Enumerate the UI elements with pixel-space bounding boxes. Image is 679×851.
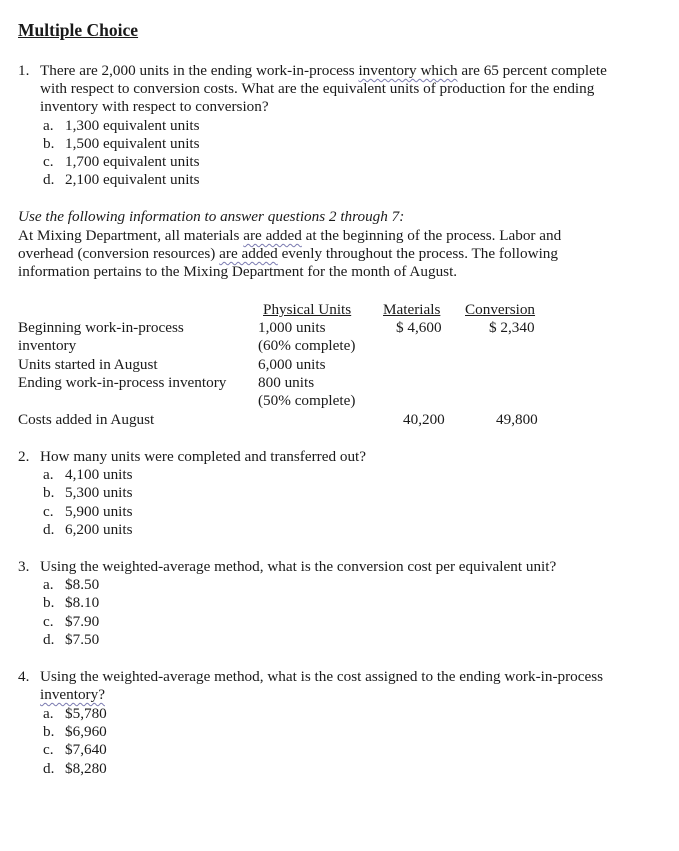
option-text: 2,100 equivalent units bbox=[65, 171, 200, 188]
table-row-4-conversion: 49,800 bbox=[496, 411, 538, 428]
question-3-number: 3. bbox=[18, 558, 30, 575]
question-2-option-d[interactable] bbox=[43, 521, 133, 539]
table-row-1-label-line-2: inventory bbox=[18, 337, 77, 354]
table-header-materials: Materials bbox=[383, 301, 441, 318]
option-letter: b. bbox=[43, 135, 55, 152]
question-4-option-c[interactable] bbox=[43, 741, 107, 759]
question-1-option-b[interactable] bbox=[43, 135, 200, 153]
option-letter: a. bbox=[43, 576, 54, 593]
table-row-2-label: Units started in August bbox=[18, 356, 158, 373]
table-row-2-physical-units: 6,000 units bbox=[258, 356, 326, 373]
question-4-line-2: inventory? bbox=[40, 686, 105, 703]
option-letter: b. bbox=[43, 484, 55, 501]
option-letter: c. bbox=[43, 613, 54, 630]
question-4-line-1: Using the weighted-average method, what is the cost assigned to the ending work-in-process bbox=[40, 668, 604, 685]
intro-italic-line: Use the following information to answer questions 2 through 7: bbox=[18, 208, 405, 225]
option-letter: d. bbox=[43, 171, 55, 188]
question-3-option-a[interactable] bbox=[43, 576, 99, 594]
intro-line-1-post: at the beginning of the process. Labor and bbox=[301, 227, 562, 244]
question-4 bbox=[18, 668, 603, 686]
option-text: 4,100 units bbox=[65, 466, 133, 483]
table-row-1-materials: $ 4,600 bbox=[396, 319, 442, 336]
option-text: $8,280 bbox=[65, 760, 107, 777]
question-4-option-d[interactable] bbox=[43, 760, 107, 778]
intro-line-2 bbox=[18, 245, 558, 263]
option-letter: b. bbox=[43, 723, 55, 740]
option-letter: a. bbox=[43, 705, 54, 722]
option-letter: b. bbox=[43, 594, 55, 611]
option-text: $7.50 bbox=[65, 631, 100, 648]
option-text: 5,300 units bbox=[65, 484, 133, 501]
question-2-option-a[interactable] bbox=[43, 466, 133, 484]
question-1-text-line1-post: are 65 percent complete bbox=[457, 62, 607, 79]
table-row-1-conversion: $ 2,340 bbox=[489, 319, 535, 336]
option-text: 1,700 equivalent units bbox=[65, 153, 200, 170]
table-row-4-materials: 40,200 bbox=[403, 411, 445, 428]
table-row-3-percent-complete: (50% complete) bbox=[258, 392, 356, 409]
question-1-line-3: inventory with respect to conversion? bbox=[40, 98, 269, 115]
table-row-3-label: Ending work-in-process inventory bbox=[18, 374, 227, 391]
option-text: 5,900 units bbox=[65, 503, 133, 520]
question-2 bbox=[18, 448, 366, 466]
option-letter: c. bbox=[43, 153, 54, 170]
table-row-3-physical-units: 800 units bbox=[258, 374, 315, 391]
question-3-text: Using the weighted-average method, what is the conversion cost per equivalent unit? bbox=[40, 558, 557, 575]
option-letter: d. bbox=[43, 760, 55, 777]
option-text: $8.10 bbox=[65, 594, 100, 611]
question-4-option-a[interactable] bbox=[43, 705, 107, 723]
question-1-line-2: with respect to conversion costs. What are the equivalent units of production for the ending bbox=[40, 80, 595, 97]
option-letter: c. bbox=[43, 503, 54, 520]
option-letter: c. bbox=[43, 741, 54, 758]
option-letter: d. bbox=[43, 631, 55, 648]
option-text: 1,500 equivalent units bbox=[65, 135, 200, 152]
question-3-option-d[interactable] bbox=[43, 631, 99, 649]
question-4-option-b[interactable] bbox=[43, 723, 107, 741]
question-2-option-c[interactable] bbox=[43, 503, 133, 521]
question-1-text-line1-pre: There are 2,000 units in the ending work-in-process bbox=[40, 62, 359, 79]
question-1 bbox=[18, 62, 607, 80]
intro-line-1-squiggle: are added bbox=[243, 227, 302, 244]
table-row-1-percent-complete: (60% complete) bbox=[258, 337, 356, 354]
option-text: 1,300 equivalent units bbox=[65, 117, 200, 134]
table-row-1-label-line-1: Beginning work-in-process bbox=[18, 319, 184, 336]
question-2-text: How many units were completed and transferred out? bbox=[40, 448, 366, 465]
question-4-number: 4. bbox=[18, 668, 30, 685]
option-text: $5,780 bbox=[65, 705, 107, 722]
table-header-conversion: Conversion bbox=[465, 301, 536, 318]
option-text: $7.90 bbox=[65, 613, 100, 630]
intro-line-3: information pertains to the Mixing Department for the month of August. bbox=[18, 263, 458, 280]
table-row-1-physical-units: 1,000 units bbox=[258, 319, 326, 336]
intro-line-1 bbox=[18, 227, 561, 245]
question-3-option-c[interactable] bbox=[43, 613, 99, 631]
option-text: $7,640 bbox=[65, 741, 107, 758]
table-row-4-label: Costs added in August bbox=[18, 411, 155, 428]
question-3 bbox=[18, 558, 556, 576]
intro-line-2-pre: overhead (conversion resources) bbox=[18, 245, 220, 262]
option-letter: d. bbox=[43, 521, 55, 538]
intro-line-2-squiggle: are added bbox=[219, 245, 278, 262]
question-2-number: 2. bbox=[18, 448, 30, 465]
option-letter: a. bbox=[43, 117, 54, 134]
intro-line-1-pre: At Mixing Department, all materials bbox=[18, 227, 244, 244]
question-1-option-d[interactable] bbox=[43, 171, 200, 189]
question-1-number: 1. bbox=[18, 62, 30, 79]
question-3-option-b[interactable] bbox=[43, 594, 99, 612]
option-text: 6,200 units bbox=[65, 521, 133, 538]
intro-line-2-post: evenly throughout the process. The following bbox=[277, 245, 558, 262]
question-1-option-c[interactable] bbox=[43, 153, 200, 171]
option-letter: a. bbox=[43, 466, 54, 483]
option-text: $6,960 bbox=[65, 723, 107, 740]
table-header-physical-units: Physical Units bbox=[263, 301, 352, 318]
question-2-option-b[interactable] bbox=[43, 484, 133, 502]
question-1-text-squiggle: inventory which bbox=[358, 62, 458, 79]
page-title: Multiple Choice bbox=[18, 20, 139, 40]
question-1-option-a[interactable] bbox=[43, 117, 200, 135]
option-text: $8.50 bbox=[65, 576, 100, 593]
